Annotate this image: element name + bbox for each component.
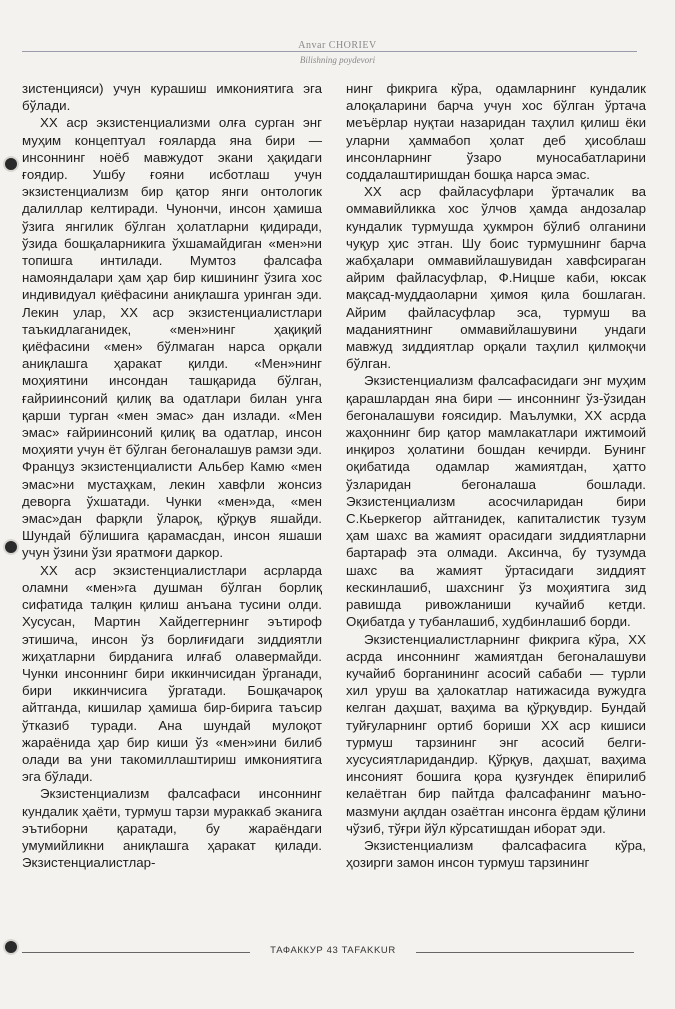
running-header-subtitle: Bilishning poydevori: [299, 55, 376, 65]
paragraph: Экзистенциализм фалсафасидаги энг муҳим қарашлардан яна бири — инсоннинг ўз-ўзидан бегоналашуви ғоясидир. Маълумки, XX асрда жаҳоннинг бир қатор мамлакатлари ижтимоий инқироз ҳолатини бошдан кечирди. Бунинг оқибатида одамлар жамиятдан, ҳатто ўзларидан бегоналаша бошлади. Экзистенциализм асосчиларидан бири С.Кьеркегор айтганидек, капиталистик тузум ҳам шахс ва жамият орасидаги зиддиятларни бартараф эта олмади. Аксинча, бу тузумда шахс ва жамият ўртасидаги зиддият кескинлашиб, шахснинг ўз моҳиятига зид равишда ривожланиши кучайиб кетди. Оқибатда у тубанлашиб, худбинлашиб борди.: [346, 373, 646, 630]
header-rule: [22, 51, 637, 52]
paragraph: Экзистенциализм фалсафасига кўра, ҳозирги замон инсон турмуш тарзининг: [346, 837, 646, 871]
right-text-column: [346, 80, 646, 871]
paragraph: XX аср файласуфлари ўртачалик ва оммавийликка хос ўлчов ҳамда андозалар кундалик турмушда ҳукмрон бўлиб олганини чуқур ҳис этган. Шу боис турмушнинг барча жабҳалари оммавийлашувидан хавфсираган айрим файласуфлар, Ф.Ницше каби, юксак мақсад-муддаоларни ҳимоя қила бошлаган. Айрим файласуфлар эса, турмуш ва маданиятнинг оммавийлашувини ундаги мавжуд зиддиятлар орқали таҳлил қилмоқчи бўлган.: [346, 184, 646, 372]
paragraph: нинг фикрига кўра, одамларнинг кундалик алоқаларини барча учун хос бўлган ўртача меъёрлар нуқтаи назаридан таҳлил қилиш ёки уларни ҳаммабоп ҳолат деб ҳисоблаш инсонларнинг ўзаро муносабатларини соддалаштиришдан бошқа нарса эмас.: [346, 81, 646, 183]
page-footer: ТАФАККУР 43 TAFAKKUR: [270, 945, 396, 956]
binder-hole: [5, 158, 17, 170]
left-text-column: [22, 80, 322, 871]
paragraph: XX аср экзистенциализми олға сурган энг муҳим концептуал ғояларда яна бири — инсоннинг ноёб мавжудот экани ҳақидаги ғоядир. Ушбу ғояни исботлаш учун экзистенциализм бир қатор янги онтологик далиллар келтиради. Чунончи, инсон ҳамиша ўзига янгилик бўлган ҳолатларни қидиради, ўзида бошқаларникига ўхшамайдиган «мен»ни топишга интилади. Мумтоз фалсафа намояндалари ҳам ҳар бир кишининг ўзига хос индивидуал қиёфасини аниқлашга уринган эди. Лекин улар, XX аср экзистенциалистлари таъкидлаганидек, «мен»нинг ҳақиқий қиёфасини «мен» бўлмаган нарса орқали аниқлашга ҳаракат қилди. «Мен»нинг моҳиятини инсондан ташқарида бўлган, ғайриинсоний қилиқ ва одатлари билан унга қарши турган «мен эмас» дан излади. «Мен эмас» ғайриинсоний қилиқ ва одатлар, инсон моҳияти учун ёт бўлган бегоналашув рамзи эди. Француз экзистенциалисти Альбер Камю «мен эмас»ни мустаҳкам, лекин хавфли жонсиз деворга ўхшатади. Чунки «мен»да, «мен эмас»дан фарқли ўлароқ, қўрқув яшайди. Шундай бўлишига қарамасдан, инсон яшаши учун ўзини ўзи яратмоғи даркор.: [22, 115, 322, 561]
paragraph: XX аср экзистенциалистлари асрларда оламни «мен»га душман бўлган борлиқ сифатида талқин қилиш анъана тусини олди. Хусусан, Мартин Хайдеггернинг эътироф этишича, инсон ўз борлиғидаги зиддиятли жиҳатларни бирданига илғаб олавермайди. Чунки инсоннинг бири иккинчисидан ўрганади, бири иккинчисига ўргатади. Бошқачароқ айтганда, кишилар ҳамиша бир-бирига таъсир ўтказиб туради. Ана шундай мулоқот жараёнида ҳар бир киши ўз «мен»ини билиб олади ва уни такомиллаштириш имкониятига эга бўлади.: [22, 562, 322, 785]
author-name: Anvar CHORIEV: [294, 40, 380, 51]
binder-hole: [5, 541, 17, 553]
footer-rule-right: [416, 952, 634, 953]
binder-hole: [5, 941, 17, 953]
paragraph: зистенцияси) учун курашиш имкониятига эга бўлади.: [22, 81, 322, 114]
running-header-author: [0, 40, 675, 51]
paragraph: Экзистенциалистларнинг фикрига кўра, XX асрда инсоннинг жамиятдан бегоналашуви кучайиб борганининг асосий сабаби — турли хил уруш ва ҳалокатлар натижасида вужудга келган даҳшат, ваҳима ва қўрқувдир. Бундай туйғуларнинг ортиб бориши XX аср кишиси турмуш тарзининг энг асосий белги-хусусиятларидандир. Қўрқув, даҳшат, ваҳима инсоният бошига қора қузғундек ёпирилиб келаётган бир пайтда фалсафанинг маъно-мазмуни ақлдан озаётган инсонга ёрдам қўлини чўзиб, тўғри йўл кўрсатишдан иборат эди.: [346, 631, 646, 836]
paragraph: Экзистенциализм фалсафаси инсоннинг кундалик ҳаёти, турмуш тарзи мураккаб эканига эътиборни қаратади, бу жараёндаги умумийликни аниқлашга ҳаракат қилади. Экзистенциалистлар-: [22, 786, 322, 871]
footer-rule-left: [22, 952, 250, 953]
